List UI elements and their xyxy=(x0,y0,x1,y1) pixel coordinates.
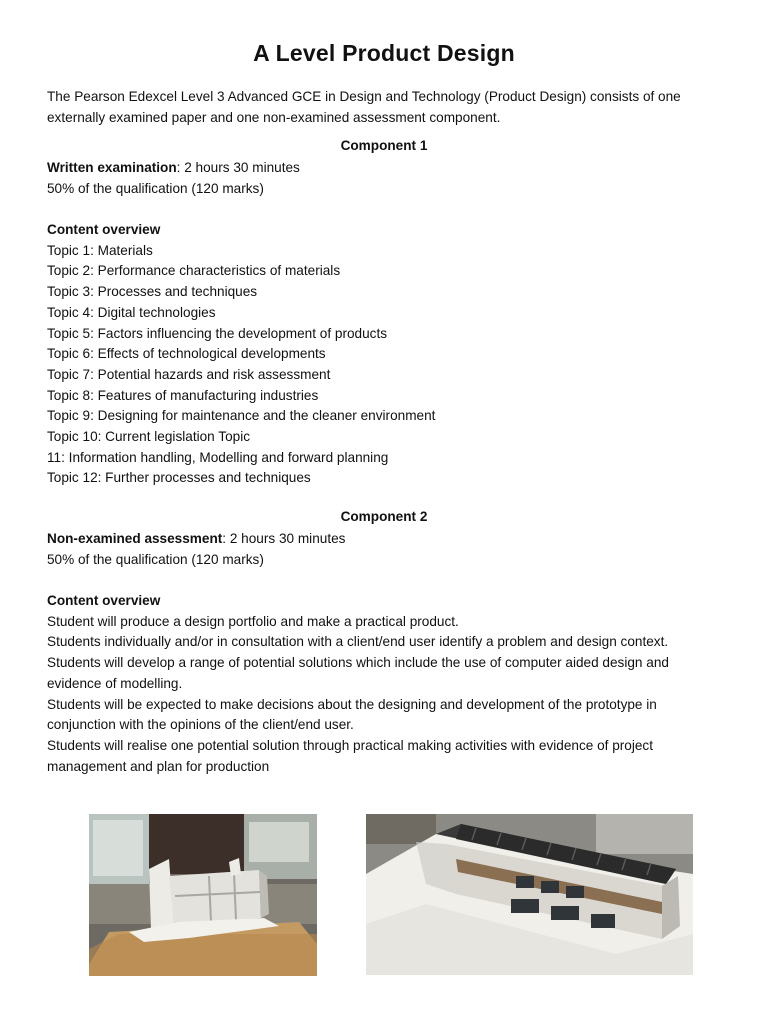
component1-weighting: 50% of the qualification (120 marks) xyxy=(47,180,264,196)
topic-item: Topic 5: Factors influencing the development of products xyxy=(47,325,388,341)
component2-heading: Component 2 xyxy=(340,509,428,524)
topic-item: 11: Information handling, Modelling and forward planning xyxy=(47,449,389,465)
topic-item: Topic 4: Digital technologies xyxy=(47,304,216,320)
intro-paragraph: The Pearson Edexcel Level 3 Advanced GCE in Design and Technology (Product Design) consists of one externally examined paper and one non-examined assessment component. xyxy=(47,89,681,125)
component1-overview-heading: Content overview xyxy=(47,222,161,237)
overview-point: Students individually and/or in consultation with a client/end user identify a problem and design context. xyxy=(47,634,669,650)
component2-assessment xyxy=(47,529,727,550)
component2-assessment-label: Non-examined assessment xyxy=(47,531,223,546)
component2-assessment-value: : 2 hours 30 minutes xyxy=(222,531,346,546)
overview-point: Students will develop a range of potential solutions which include the use of computer aided design and evidence of modelling. xyxy=(47,655,669,691)
card-house-model-image xyxy=(89,814,317,976)
photo-card-house-model xyxy=(89,814,317,976)
page-title: A Level Product Design xyxy=(253,40,515,66)
photo-architecture-model xyxy=(366,814,693,975)
topic-item: Topic 9: Designing for maintenance and the cleaner environment xyxy=(47,408,436,424)
overview-point: Students will realise one potential solution through practical making activities with evidence of project management and plan for production xyxy=(47,737,654,774)
topic-item: Topic 2: Performance characteristics of materials xyxy=(47,263,341,279)
component1-content xyxy=(47,220,727,489)
topic-item: Topic 12: Further processes and techniques xyxy=(47,470,311,486)
component1-heading: Component 1 xyxy=(340,138,428,153)
component2-overview-heading: Content overview xyxy=(47,593,161,608)
topic-item: Topic 8: Features of manufacturing industries xyxy=(47,387,319,403)
overview-point: Student will produce a design portfolio and make a practical product. xyxy=(47,613,459,629)
component2-weighting: 50% of the qualification (120 marks) xyxy=(47,551,264,567)
topic-item: Topic 1: Materials xyxy=(47,242,153,258)
component1-assessment-label: Written examination xyxy=(47,160,177,175)
topic-item: Topic 10: Current legislation Topic xyxy=(47,429,251,445)
component1-assessment-value: : 2 hours 30 minutes xyxy=(176,160,300,175)
architecture-model-image xyxy=(366,814,693,975)
topic-item: Topic 6: Effects of technological developments xyxy=(47,346,326,362)
overview-point: Students will be expected to make decisions about the designing and development of the prototype in conjunction with the opinions of the client/end user. xyxy=(47,696,657,733)
component1-details xyxy=(47,158,727,199)
topic-item: Topic 7: Potential hazards and risk assessment xyxy=(47,366,331,382)
component1-assessment xyxy=(47,158,727,179)
component2-details xyxy=(47,529,727,570)
component2-content xyxy=(47,591,723,777)
topic-item: Topic 3: Processes and techniques xyxy=(47,284,258,300)
